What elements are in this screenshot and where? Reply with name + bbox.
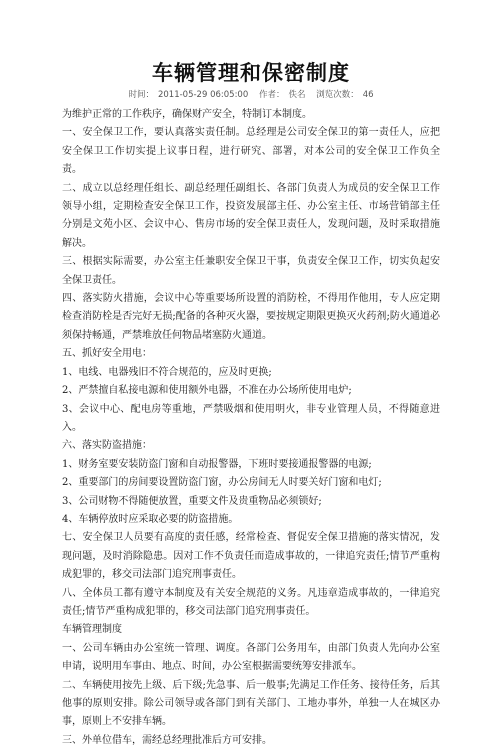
meta-views-value: 46: [362, 90, 374, 100]
page-title: 车辆管理和保密制度: [152, 60, 350, 85]
meta-views: [314, 90, 375, 100]
paragraph-electric-3: 3、会议中心、配电房等重地，严禁吸烟和使用明火，非专业管理人员，不得随意进入。: [62, 403, 440, 433]
article-meta: [62, 88, 440, 102]
paragraph-electric-2: 2、严禁擅自私接电源和使用额外电器，不准在办公场所使用电炉;: [62, 385, 352, 397]
paragraph-vehicle-2: 二、车辆使用按先上级、后下级;先急事、后一般事;先满足工作任务、接待任务，后其他事的原则安排。除公司领导或各部门到有关部门、工地办事外，单独一人在城区办事，原则上不安排车辆。: [62, 679, 440, 728]
paragraph-theft-4: 4、车辆停放时应采取必要的防盗措施。: [62, 513, 239, 525]
paragraph-clause-1: 一、安全保卫工作，要认真落实责任制。总经理是公司安全保卫的第一责任人，应把安全保卫工作切实提上议事日程，进行研究、部署，对本公司的安全保卫工作负全责。: [62, 127, 440, 176]
paragraph-clause-6: 六、落实防盗措施：: [62, 440, 152, 452]
meta-time-label: 时间：: [128, 90, 154, 100]
paragraph-theft-2: 2、重要部门的房间要设置防盗门窗，办公房间无人时要关好门窗和电灯;: [62, 477, 382, 489]
paragraph-clause-2: 二、成立以总经理任组长、副总经理任副组长、各部门负责人为成员的安全保卫工作领导小组，定期检查安全保卫工作，投资发展部主任、办公室主任、市场营销部主任分别是文苑小区、会议中心、售房市场的安全保卫责任人，发现问题，及时采取措施解决。: [62, 182, 440, 249]
meta-time-value: 2011-05-29 06:05:00: [157, 90, 249, 100]
paragraph-theft-3: 3、公司财物不得随便放置，重要文件及贵重物品必须锁好;: [62, 495, 322, 507]
paragraph-electric-1: 1、电线、电器残旧不符合规范的，应及时更换;: [62, 366, 272, 378]
paragraph-intro: 为维护正常的工作秩序，确保财产安全，特制订本制度。: [62, 109, 312, 120]
paragraph-clause-5: 五、抓好安全用电：: [62, 348, 152, 360]
paragraph-clause-4: 四、落实防火措施，会议中心等重要场所设置的消防栓，不得用作他用，专人应定期检查消防栓是否完好无损;配备的各种灭火器，要按规定期限更换灭火药剂;防火通道必须保持畅通，严禁堆放任何物品堵塞防火通道。: [62, 293, 440, 341]
section-heading-vehicle: 车辆管理制度: [62, 624, 122, 636]
paragraph-theft-1: 1、财务室要安装防盗门窗和自动报警器，下班时要接通报警器的电源;: [62, 458, 372, 470]
paragraph-clause-7: 七、安全保卫人员要有高度的责任感，经常检查、督促安全保卫措施的落实情况，发现问题，及时消除隐患。因对工作不负责任而造成事故的，一律追究责任;情节严重构成犯罪的，移交司法部门追究刑事责任。: [62, 532, 440, 581]
meta-author-value: 佚名: [288, 90, 306, 100]
meta-time: [126, 90, 250, 100]
paragraph-clause-8: 八、全体员工都有遵守本制度及有关安全规范的义务。凡违章造成事故的，一律追究责任;情节严重构成犯罪的，移交司法部门追究刑事责任。: [62, 587, 440, 617]
meta-author: [257, 90, 308, 100]
meta-author-label: 作者：: [258, 90, 285, 100]
meta-views-label: 浏览次数：: [316, 90, 359, 100]
paragraph-clause-3: 三、根据实际需要，办公室主任兼职安全保卫干事，负责安全保卫工作，切实负起安全保卫责任。: [62, 256, 440, 286]
article-body: [62, 106, 440, 750]
paragraph-vehicle-3: 三、外单位借车，需经总经理批准后方可安排。: [62, 734, 272, 746]
paragraph-vehicle-1: 一、公司车辆由办公室统一管理、调度。各部门公务用车，由部门负责人先向办公室申请，说明用车事由、地点、时间，办公室根据需要统筹安排派车。: [62, 642, 440, 673]
